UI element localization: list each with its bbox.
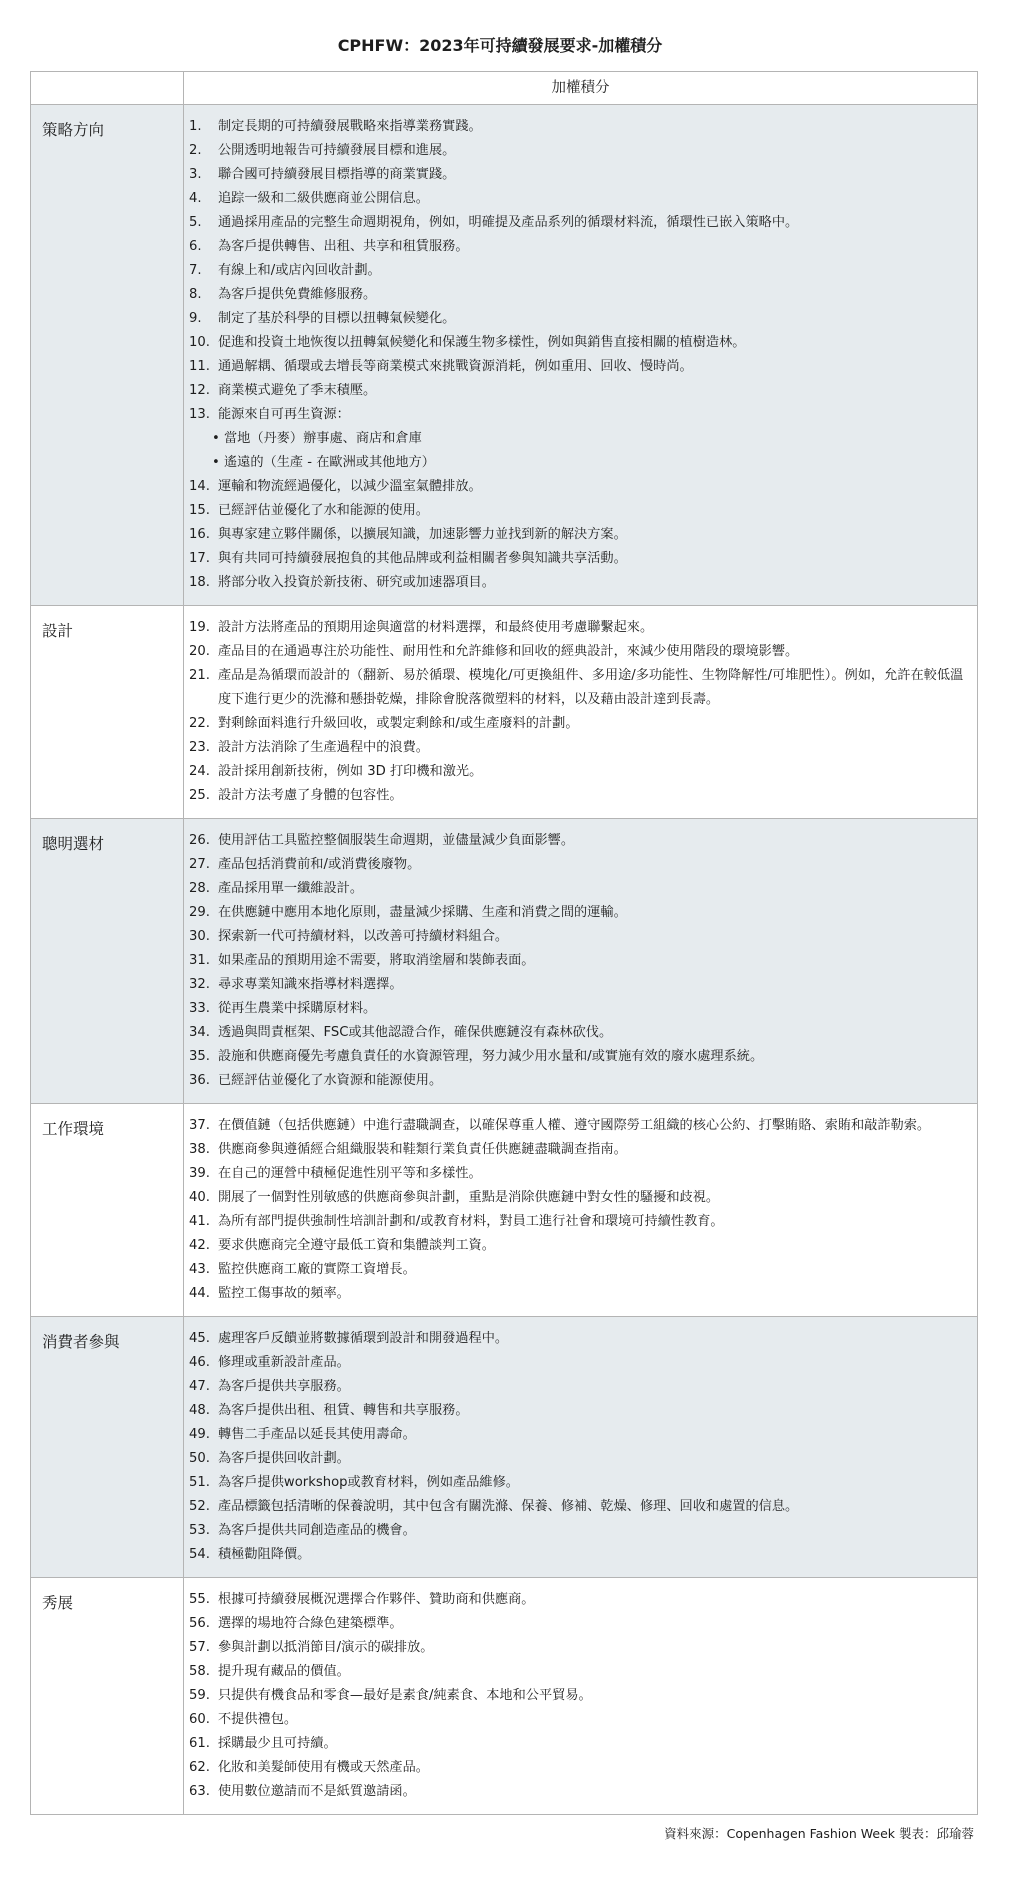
item-text: 使用評估工具監控整個服裝生命週期，並儘量減少負面影響。 xyxy=(218,833,575,848)
item-text: 在自己的運營中積極促進性別平等和多樣性。 xyxy=(218,1166,482,1181)
item-text: 產品標籤包括清晰的保養說明，其中包含有關洗滌、保養、修補、乾燥、修理、回收和處置的信息。 xyxy=(218,1499,799,1514)
item-number: 21. xyxy=(189,668,210,683)
list-item xyxy=(189,307,967,331)
list-item xyxy=(189,1471,967,1495)
list-item xyxy=(189,523,967,547)
item-text: 在供應鏈中應用本地化原則，盡量減少採購、生產和消費之間的運輸。 xyxy=(218,905,627,920)
list-item xyxy=(189,997,967,1021)
item-number: 56. xyxy=(189,1616,210,1631)
item-number: 20. xyxy=(189,644,210,659)
section-row xyxy=(31,1578,978,1815)
item-number: 22. xyxy=(189,716,210,731)
section-row xyxy=(31,606,978,819)
list-item xyxy=(189,853,967,877)
item-number: 32. xyxy=(189,977,210,992)
section-items xyxy=(184,1317,978,1578)
section-items xyxy=(184,606,978,819)
list-item xyxy=(189,1351,967,1375)
item-number: 3. xyxy=(189,167,202,182)
weighted-points-table xyxy=(30,71,978,1815)
item-text: 設施和供應商優先考慮負責任的水資源管理，努力減少用水量和/或實施有效的廢水處理系統。 xyxy=(218,1049,764,1064)
list-item xyxy=(189,1021,967,1045)
list-item xyxy=(189,1660,967,1684)
item-text: 產品採用單一纖維設計。 xyxy=(218,881,364,896)
item-number: 27. xyxy=(189,857,210,872)
item-number: 25. xyxy=(189,788,210,803)
item-number: 42. xyxy=(189,1238,210,1253)
item-number: 60. xyxy=(189,1712,210,1727)
section-category: 工作環境 xyxy=(31,1104,184,1317)
item-text: 使用數位邀請而不是紙質邀請函。 xyxy=(218,1784,416,1799)
item-text: 化妝和美髮師使用有機或天然產品。 xyxy=(218,1760,429,1775)
item-number: 5. xyxy=(189,215,202,230)
item-number: 51. xyxy=(189,1475,210,1490)
item-number: 41. xyxy=(189,1214,210,1229)
item-number: 46. xyxy=(189,1355,210,1370)
item-text: 如果產品的預期用途不需要，將取消塗層和裝飾表面。 xyxy=(218,953,535,968)
header-weighted-points: 加權積分 xyxy=(184,72,978,105)
list-item xyxy=(189,925,967,949)
item-number: 44. xyxy=(189,1286,210,1301)
item-number: 17. xyxy=(189,551,210,566)
item-text: 將部分收入投資於新技術、研究或加速器項目。 xyxy=(218,575,495,590)
list-item xyxy=(189,1282,967,1306)
item-number: 33. xyxy=(189,1001,210,1016)
item-number: 47. xyxy=(189,1379,210,1394)
item-text: 產品是為循環而設計的（翻新、易於循環、模塊化/可更換組件、多用途/多功能性、生物降解性/可堆肥性）。例如，允許在較低溫度下進行更少的洗滌和懸掛乾燥，排除會脫落微塑料的材料，以及藉由設計達到長壽。 xyxy=(218,668,964,707)
list-item xyxy=(189,760,967,784)
item-number: 16. xyxy=(189,527,210,542)
item-number: 12. xyxy=(189,383,210,398)
list-item xyxy=(189,901,967,925)
list-item xyxy=(189,1612,967,1636)
item-number: 24. xyxy=(189,764,210,779)
item-number: 10. xyxy=(189,335,210,350)
item-number: 34. xyxy=(189,1025,210,1040)
item-text: 修理或重新設計產品。 xyxy=(218,1355,350,1370)
list-item xyxy=(189,973,967,997)
item-text: 公開透明地報告可持續發展目標和進展。 xyxy=(218,143,456,158)
section-items xyxy=(184,1578,978,1815)
list-item xyxy=(189,1447,967,1471)
item-text: 為客戶提供共享服務。 xyxy=(218,1379,350,1394)
item-text: 通過解耦、循環或去增長等商業模式來挑戰資源消耗，例如重用、回收、慢時尚。 xyxy=(218,359,693,374)
list-item xyxy=(189,187,967,211)
list-item xyxy=(189,1732,967,1756)
list-item xyxy=(189,1375,967,1399)
item-text: 從再生農業中採購原材料。 xyxy=(218,1001,377,1016)
item-number: 19. xyxy=(189,620,210,635)
list-item xyxy=(189,829,967,853)
item-number: 53. xyxy=(189,1523,210,1538)
list-item xyxy=(189,235,967,259)
item-text: 監控工傷事故的頻率。 xyxy=(218,1286,350,1301)
item-number: 26. xyxy=(189,833,210,848)
list-item xyxy=(189,403,967,427)
list-item xyxy=(189,1258,967,1282)
item-number: 13. xyxy=(189,407,210,422)
item-number: 28. xyxy=(189,881,210,896)
list-item xyxy=(189,331,967,355)
item-text: 轉售二手產品以延長其使用壽命。 xyxy=(218,1427,416,1442)
item-text: 採購最少且可持續。 xyxy=(218,1736,337,1751)
item-text: 制定長期的可持續發展戰略來指導業務實踐。 xyxy=(218,119,482,134)
item-text: 開展了一個對性別敏感的供應商參與計劃，重點是消除供應鏈中對女性的騷擾和歧視。 xyxy=(218,1190,720,1205)
item-text: 運輸和物流經過優化，以減少溫室氣體排放。 xyxy=(218,479,482,494)
list-item xyxy=(189,736,967,760)
list-item xyxy=(189,1780,967,1804)
item-number: 30. xyxy=(189,929,210,944)
item-text: 探索新一代可持續材料，以改善可持續材料組合。 xyxy=(218,929,509,944)
section-category: 設計 xyxy=(31,606,184,819)
sub-item: • 當地（丹麥）辦事處、商店和倉庫 xyxy=(212,431,422,446)
list-item xyxy=(189,1210,967,1234)
sub-item: • 遙遠的（生產 - 在歐洲或其他地方） xyxy=(212,455,435,470)
list-item xyxy=(189,1519,967,1543)
item-number: 35. xyxy=(189,1049,210,1064)
list-item xyxy=(189,616,967,640)
item-text: 為客戶提供轉售、出租、共享和租賃服務。 xyxy=(218,239,469,254)
item-text: 參與計劃以抵消節目/演示的碳排放。 xyxy=(218,1640,434,1655)
section-category: 秀展 xyxy=(31,1578,184,1815)
list-item xyxy=(189,379,967,403)
list-item xyxy=(189,664,967,712)
item-text: 設計方法將產品的預期用途與適當的材料選擇，和最終使用考慮聯繫起來。 xyxy=(218,620,654,635)
section-row xyxy=(31,819,978,1104)
list-item xyxy=(189,1423,967,1447)
item-text: 已經評估並優化了水和能源的使用。 xyxy=(218,503,429,518)
list-item xyxy=(189,1708,967,1732)
list-item xyxy=(189,211,967,235)
item-text: 能源來自可再生資源： xyxy=(218,407,350,422)
item-text: 與專家建立夥伴關係，以擴展知識，加速影響力並找到新的解決方案。 xyxy=(218,527,627,542)
item-number: 8. xyxy=(189,287,202,302)
item-text: 有線上和/或店內回收計劃。 xyxy=(218,263,381,278)
list-item xyxy=(189,1636,967,1660)
list-item xyxy=(189,1399,967,1423)
section-items xyxy=(184,105,978,606)
item-number: 58. xyxy=(189,1664,210,1679)
item-text: 設計採用創新技術，例如 3D 打印機和激光。 xyxy=(218,764,483,779)
item-text: 設計方法消除了生產過程中的浪費。 xyxy=(218,740,429,755)
item-number: 40. xyxy=(189,1190,210,1205)
item-number: 31. xyxy=(189,953,210,968)
list-item xyxy=(189,877,967,901)
section-category: 策略方向 xyxy=(31,105,184,606)
item-number: 61. xyxy=(189,1736,210,1751)
item-text: 與有共同可持續發展抱負的其他品牌或利益相關者參與知識共享活動。 xyxy=(218,551,627,566)
list-item xyxy=(189,784,967,808)
item-text: 不提供禮包。 xyxy=(218,1712,298,1727)
item-number: 38. xyxy=(189,1142,210,1157)
list-item xyxy=(189,1327,967,1351)
list-item xyxy=(189,259,967,283)
item-text: 為所有部門提供強制性培訓計劃和/或教育材料，對員工進行社會和環境可持續性教育。 xyxy=(218,1214,724,1229)
item-text: 根據可持續發展概況選擇合作夥伴、贊助商和供應商。 xyxy=(218,1592,535,1607)
page-title: CPHFW：2023年可持續發展要求-加權積分 xyxy=(337,36,663,55)
section-row xyxy=(31,105,978,606)
list-item xyxy=(189,115,967,139)
item-number: 23. xyxy=(189,740,210,755)
section-category: 消費者參與 xyxy=(31,1317,184,1578)
list-item xyxy=(189,1138,967,1162)
item-text: 為客戶提供workshop或教育材料，例如產品維修。 xyxy=(218,1475,519,1490)
section-row xyxy=(31,1317,978,1578)
section-items xyxy=(184,819,978,1104)
list-item xyxy=(189,139,967,163)
item-number: 2. xyxy=(189,143,202,158)
item-number: 15. xyxy=(189,503,210,518)
item-number: 6. xyxy=(189,239,202,254)
item-number: 62. xyxy=(189,1760,210,1775)
item-text: 提升現有藏品的價值。 xyxy=(218,1664,350,1679)
list-item xyxy=(189,1234,967,1258)
item-text: 已經評估並優化了水資源和能源使用。 xyxy=(218,1073,443,1088)
item-text: 積極勸阻降價。 xyxy=(218,1547,311,1562)
item-number: 36. xyxy=(189,1073,210,1088)
list-item xyxy=(189,1045,967,1069)
item-number: 7. xyxy=(189,263,202,278)
list-item xyxy=(189,475,967,499)
item-text: 對剩餘面料進行升級回收，或製定剩餘和/或生產廢料的計劃。 xyxy=(218,716,579,731)
item-number: 43. xyxy=(189,1262,210,1277)
list-item xyxy=(189,163,967,187)
item-text: 只提供有機食品和零食—最好是素食/純素食、本地和公平貿易。 xyxy=(218,1688,592,1703)
list-item xyxy=(189,499,967,523)
list-item xyxy=(189,571,967,595)
item-text: 產品目的在通過專注於功能性、耐用性和允許維修和回收的經典設計，來減少使用階段的環境影響。 xyxy=(218,644,799,659)
item-text: 為客戶提供出租、租賃、轉售和共享服務。 xyxy=(218,1403,469,1418)
item-number: 57. xyxy=(189,1640,210,1655)
item-number: 18. xyxy=(189,575,210,590)
item-text: 選擇的場地符合綠色建築標準。 xyxy=(218,1616,403,1631)
item-text: 促進和投資土地恢復以扭轉氣候變化和保護生物多樣性，例如與銷售直接相關的植樹造林。 xyxy=(218,335,746,350)
source-credit: 資料來源：Copenhagen Fashion Week 製表：邱瑜蓉 xyxy=(664,1826,974,1841)
item-number: 29. xyxy=(189,905,210,920)
item-text: 追踪一級和二級供應商並公開信息。 xyxy=(218,191,429,206)
item-number: 11. xyxy=(189,359,210,374)
item-number: 39. xyxy=(189,1166,210,1181)
list-item xyxy=(189,547,967,571)
item-number: 45. xyxy=(189,1331,210,1346)
item-text: 為客戶提供免費維修服務。 xyxy=(218,287,377,302)
item-number: 59. xyxy=(189,1688,210,1703)
list-item xyxy=(189,1114,967,1138)
item-text: 供應商參與遵循經合組織服裝和鞋類行業負責任供應鏈盡職調查指南。 xyxy=(218,1142,627,1157)
item-number: 37. xyxy=(189,1118,210,1133)
item-number: 1. xyxy=(189,119,202,134)
table-header-row xyxy=(31,72,978,105)
list-item xyxy=(189,355,967,379)
item-text: 制定了基於科學的目標以扭轉氣候變化。 xyxy=(218,311,456,326)
item-number: 63. xyxy=(189,1784,210,1799)
header-empty-cell xyxy=(31,72,184,105)
list-item xyxy=(189,949,967,973)
list-item xyxy=(189,1543,967,1567)
item-text: 通過採用產品的完整生命週期視角，例如，明確提及產品系列的循環材料流，循環性已嵌入策略中。 xyxy=(218,215,799,230)
list-item xyxy=(189,712,967,736)
section-row xyxy=(31,1104,978,1317)
item-text: 產品包括消費前和/或消費後廢物。 xyxy=(218,857,421,872)
item-text: 為客戶提供共同創造產品的機會。 xyxy=(218,1523,416,1538)
item-number: 49. xyxy=(189,1427,210,1442)
item-text: 監控供應商工廠的實際工資增長。 xyxy=(218,1262,416,1277)
item-text: 透過與問責框架、FSC或其他認證合作，確保供應鏈沒有森林砍伐。 xyxy=(218,1025,613,1040)
item-text: 要求供應商完全遵守最低工資和集體談判工資。 xyxy=(218,1238,495,1253)
item-number: 55. xyxy=(189,1592,210,1607)
item-number: 48. xyxy=(189,1403,210,1418)
section-items xyxy=(184,1104,978,1317)
item-text: 設計方法考慮了身體的包容性。 xyxy=(218,788,403,803)
item-text: 在價值鏈（包括供應鏈）中進行盡職調查，以確保尊重人權、遵守國際勞工組織的核心公約、打擊賄賂、索賄和敲詐勒索。 xyxy=(218,1118,931,1133)
list-item xyxy=(189,1162,967,1186)
item-text: 聯合國可持續發展目標指導的商業實踐。 xyxy=(218,167,456,182)
section-category: 聰明選材 xyxy=(31,819,184,1104)
item-number: 14. xyxy=(189,479,210,494)
list-item xyxy=(189,1756,967,1780)
item-text: 處理客戶反饋並將數據循環到設計和開發過程中。 xyxy=(218,1331,509,1346)
list-item xyxy=(189,1495,967,1519)
item-number: 4. xyxy=(189,191,202,206)
item-number: 54. xyxy=(189,1547,210,1562)
item-number: 50. xyxy=(189,1451,210,1466)
list-item xyxy=(189,1069,967,1093)
item-number: 52. xyxy=(189,1499,210,1514)
list-item xyxy=(189,640,967,664)
list-item xyxy=(189,1684,967,1708)
item-number: 9. xyxy=(189,311,202,326)
list-item xyxy=(189,283,967,307)
item-text: 為客戶提供回收計劃。 xyxy=(218,1451,350,1466)
list-item xyxy=(189,1186,967,1210)
list-item xyxy=(189,1588,967,1612)
item-text: 尋求專業知識來指導材料選擇。 xyxy=(218,977,403,992)
item-text: 商業模式避免了季末積壓。 xyxy=(218,383,377,398)
